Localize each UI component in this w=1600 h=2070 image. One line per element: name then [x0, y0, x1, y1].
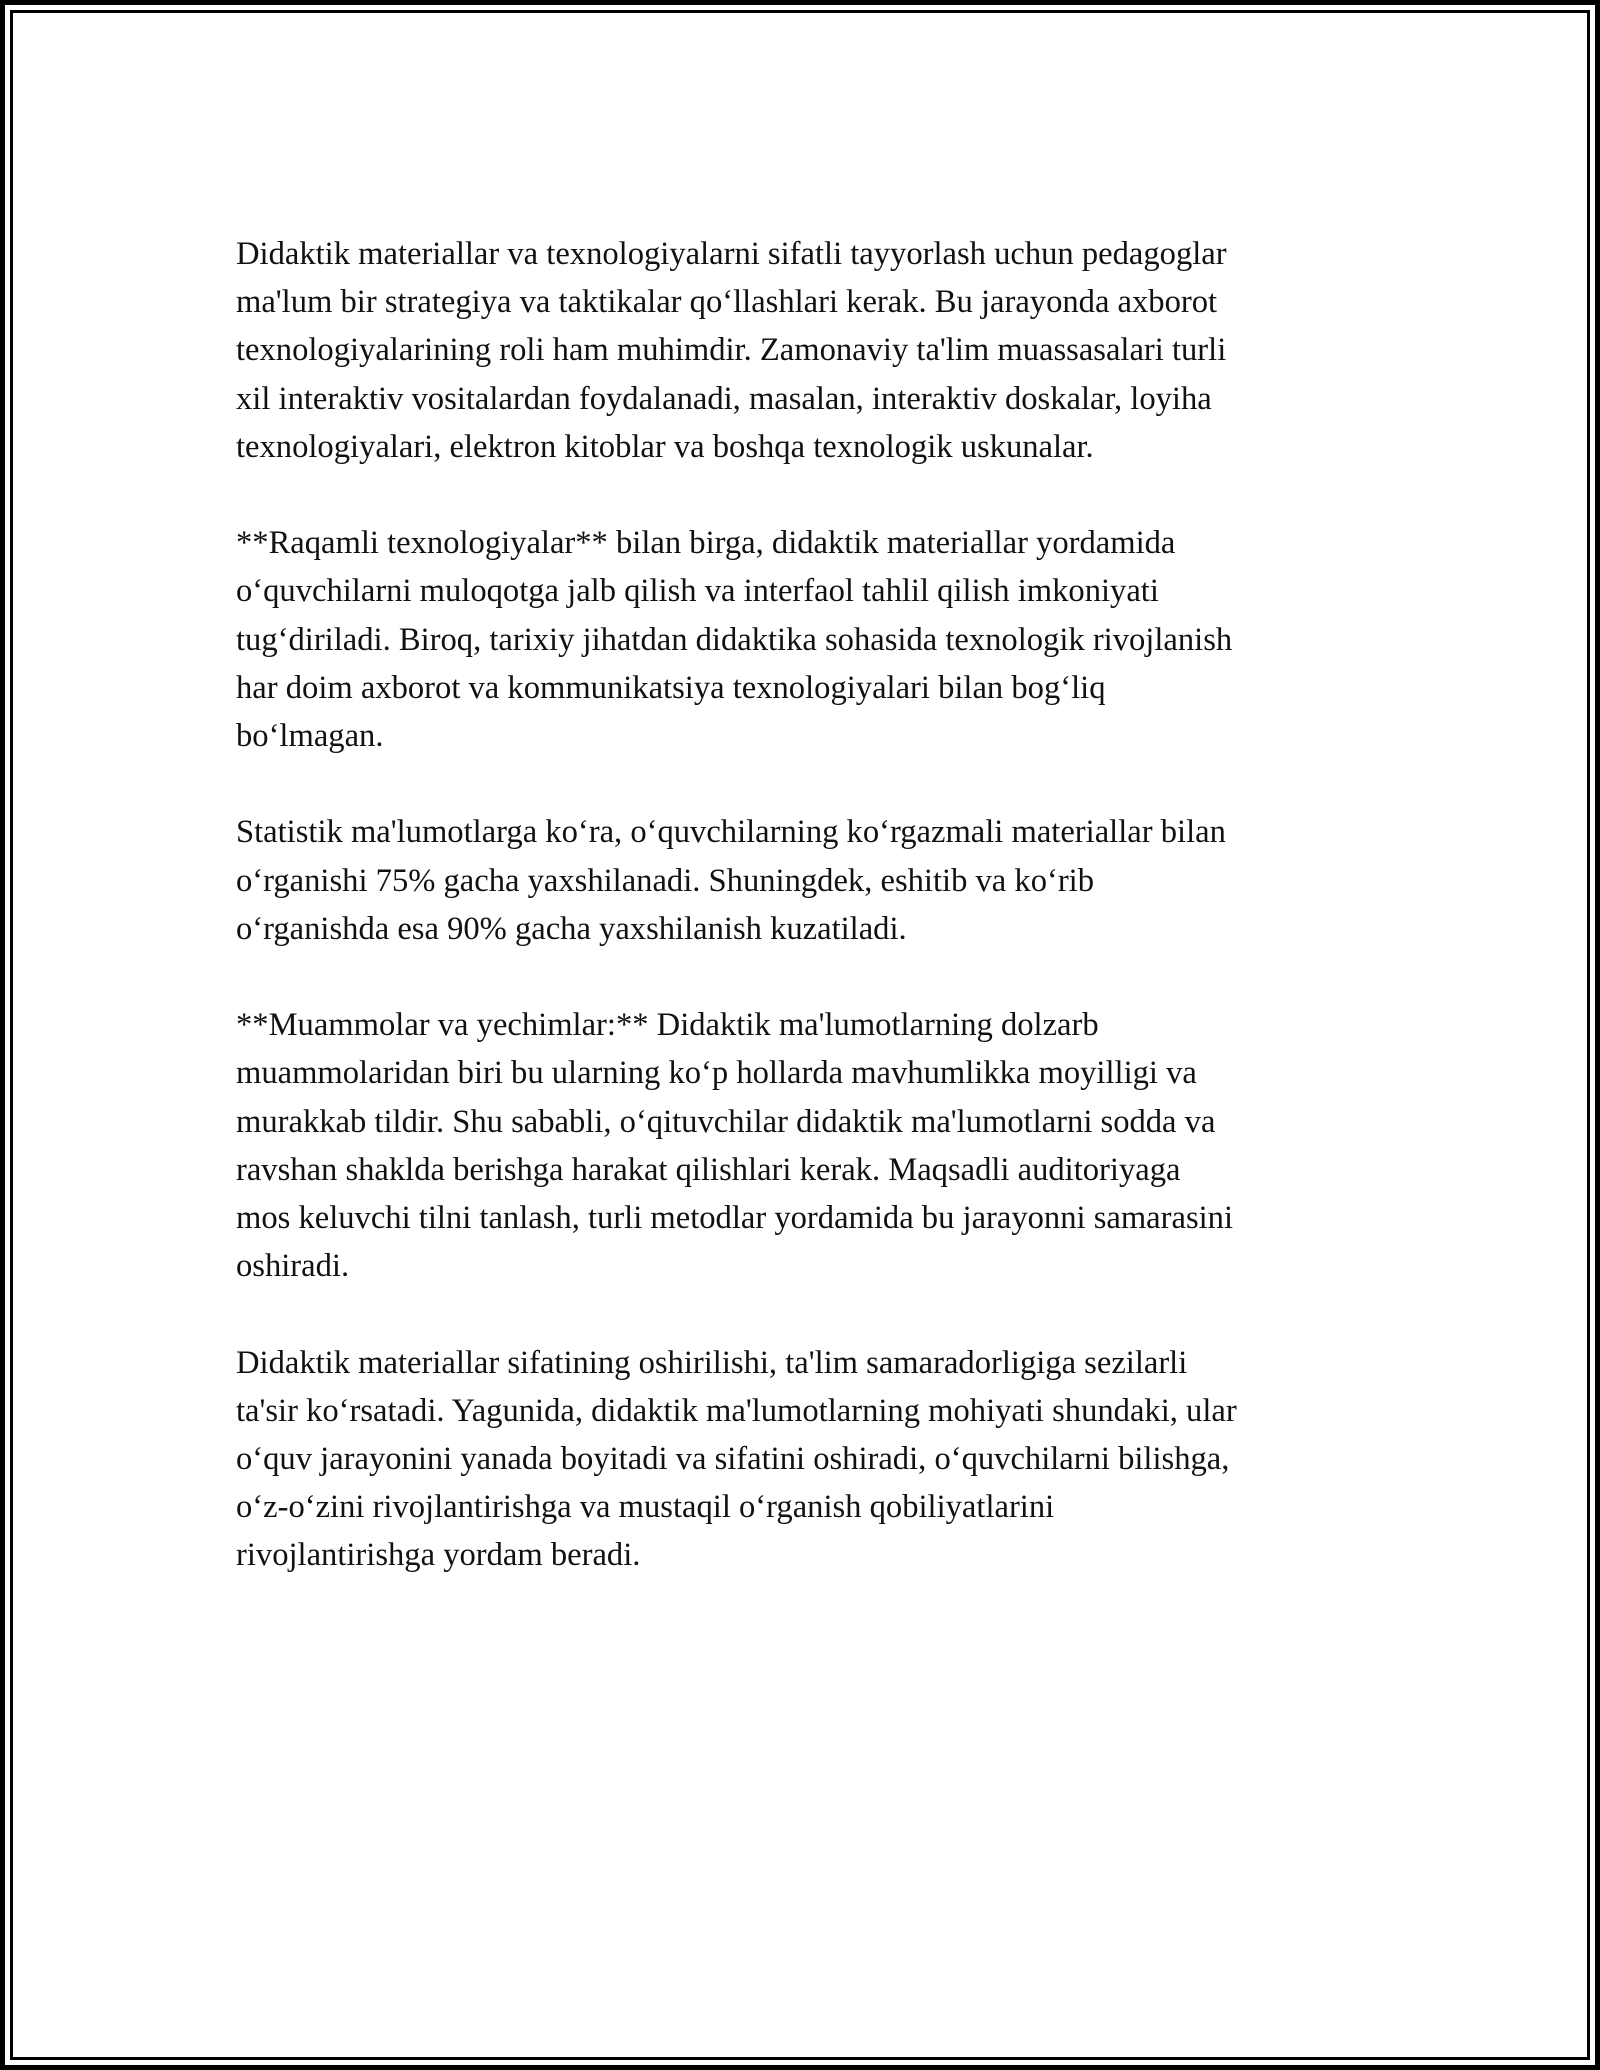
paragraph-2: [236, 519, 1386, 760]
paragraph-1: [236, 230, 1386, 471]
paragraph-4: [236, 1001, 1386, 1290]
paragraph-line: o‘rganishi 75% gacha yaxshilanadi. Shuningdek, eshitib va ko‘rib: [236, 862, 1095, 899]
paragraph-5: [236, 1339, 1386, 1580]
paragraph-line: tug‘diriladi. Biroq, tarixiy jihatdan didaktika sohasida texnologik rivojlanish: [236, 621, 1233, 658]
paragraph-line: texnologiyalarining roli ham muhimdir. Zamonaviy ta'lim muassasalari turli: [236, 332, 1227, 369]
paragraph-line: ravshan shaklda berishga harakat qilishlari kerak. Maqsadli auditoriyaga: [236, 1151, 1181, 1188]
paragraph-line: **Raqamli texnologiyalar** bilan birga, didaktik materiallar yordamida: [236, 525, 1176, 562]
paragraph-line: o‘z-o‘zini rivojlantirishga va mustaqil o‘rganish qobiliyatlarini: [236, 1489, 1055, 1526]
paragraph-line: rivojlantirishga yordam beradi.: [236, 1537, 641, 1574]
paragraph-line: **Muammolar va yechimlar:** Didaktik ma'lumotlarning dolzarb: [236, 1007, 1099, 1044]
paragraph-line: bo‘lmagan.: [236, 718, 384, 755]
paragraph-line: o‘quvchilarni muloqotga jalb qilish va interfaol tahlil qilish imkoniyati: [236, 573, 1159, 610]
document-body: [236, 230, 1386, 1628]
paragraph-line: Statistik ma'lumotlarga ko‘ra, o‘quvchilarning ko‘rgazmali materiallar bilan: [236, 814, 1226, 851]
paragraph-line: Didaktik materiallar sifatining oshirilishi, ta'lim samaradorligiga sezilarli: [236, 1344, 1188, 1381]
paragraph-line: mos keluvchi tilni tanlash, turli metodlar yordamida bu jarayonni samarasini: [236, 1200, 1234, 1237]
paragraph-line: texnologiyalari, elektron kitoblar va boshqa texnologik uskunalar.: [236, 428, 1094, 465]
paragraph-line: muammolaridan biri bu ularning ko‘p hollarda mavhumlikka moyilligi va: [236, 1055, 1197, 1092]
paragraph-line: murakkab tildir. Shu sababli, o‘qituvchilar didaktik ma'lumotlarni sodda va: [236, 1103, 1216, 1140]
paragraph-line: oshiradi.: [236, 1248, 350, 1285]
paragraph-3: [236, 808, 1386, 953]
paragraph-line: o‘quv jarayonini yanada boyitadi va sifatini oshiradi, o‘quvchilarni bilishga,: [236, 1441, 1230, 1478]
paragraph-line: ma'lum bir strategiya va taktikalar qo‘llashlari kerak. Bu jarayonda axborot: [236, 284, 1218, 321]
paragraph-line: har doim axborot va kommunikatsiya texnologiyalari bilan bog‘liq: [236, 669, 1106, 706]
paragraph-line: Didaktik materiallar va texnologiyalarni sifatli tayyorlash uchun pedagoglar: [236, 236, 1227, 272]
paragraph-line: o‘rganishda esa 90% gacha yaxshilanish kuzatiladi.: [236, 910, 907, 947]
paragraph-line: xil interaktiv vositalardan foydalanadi, masalan, interaktiv doskalar, loyiha: [236, 380, 1212, 417]
paragraph-line: ta'sir ko‘rsatadi. Yagunida, didaktik ma'lumotlarning mohiyati shundaki, ular: [236, 1392, 1237, 1429]
